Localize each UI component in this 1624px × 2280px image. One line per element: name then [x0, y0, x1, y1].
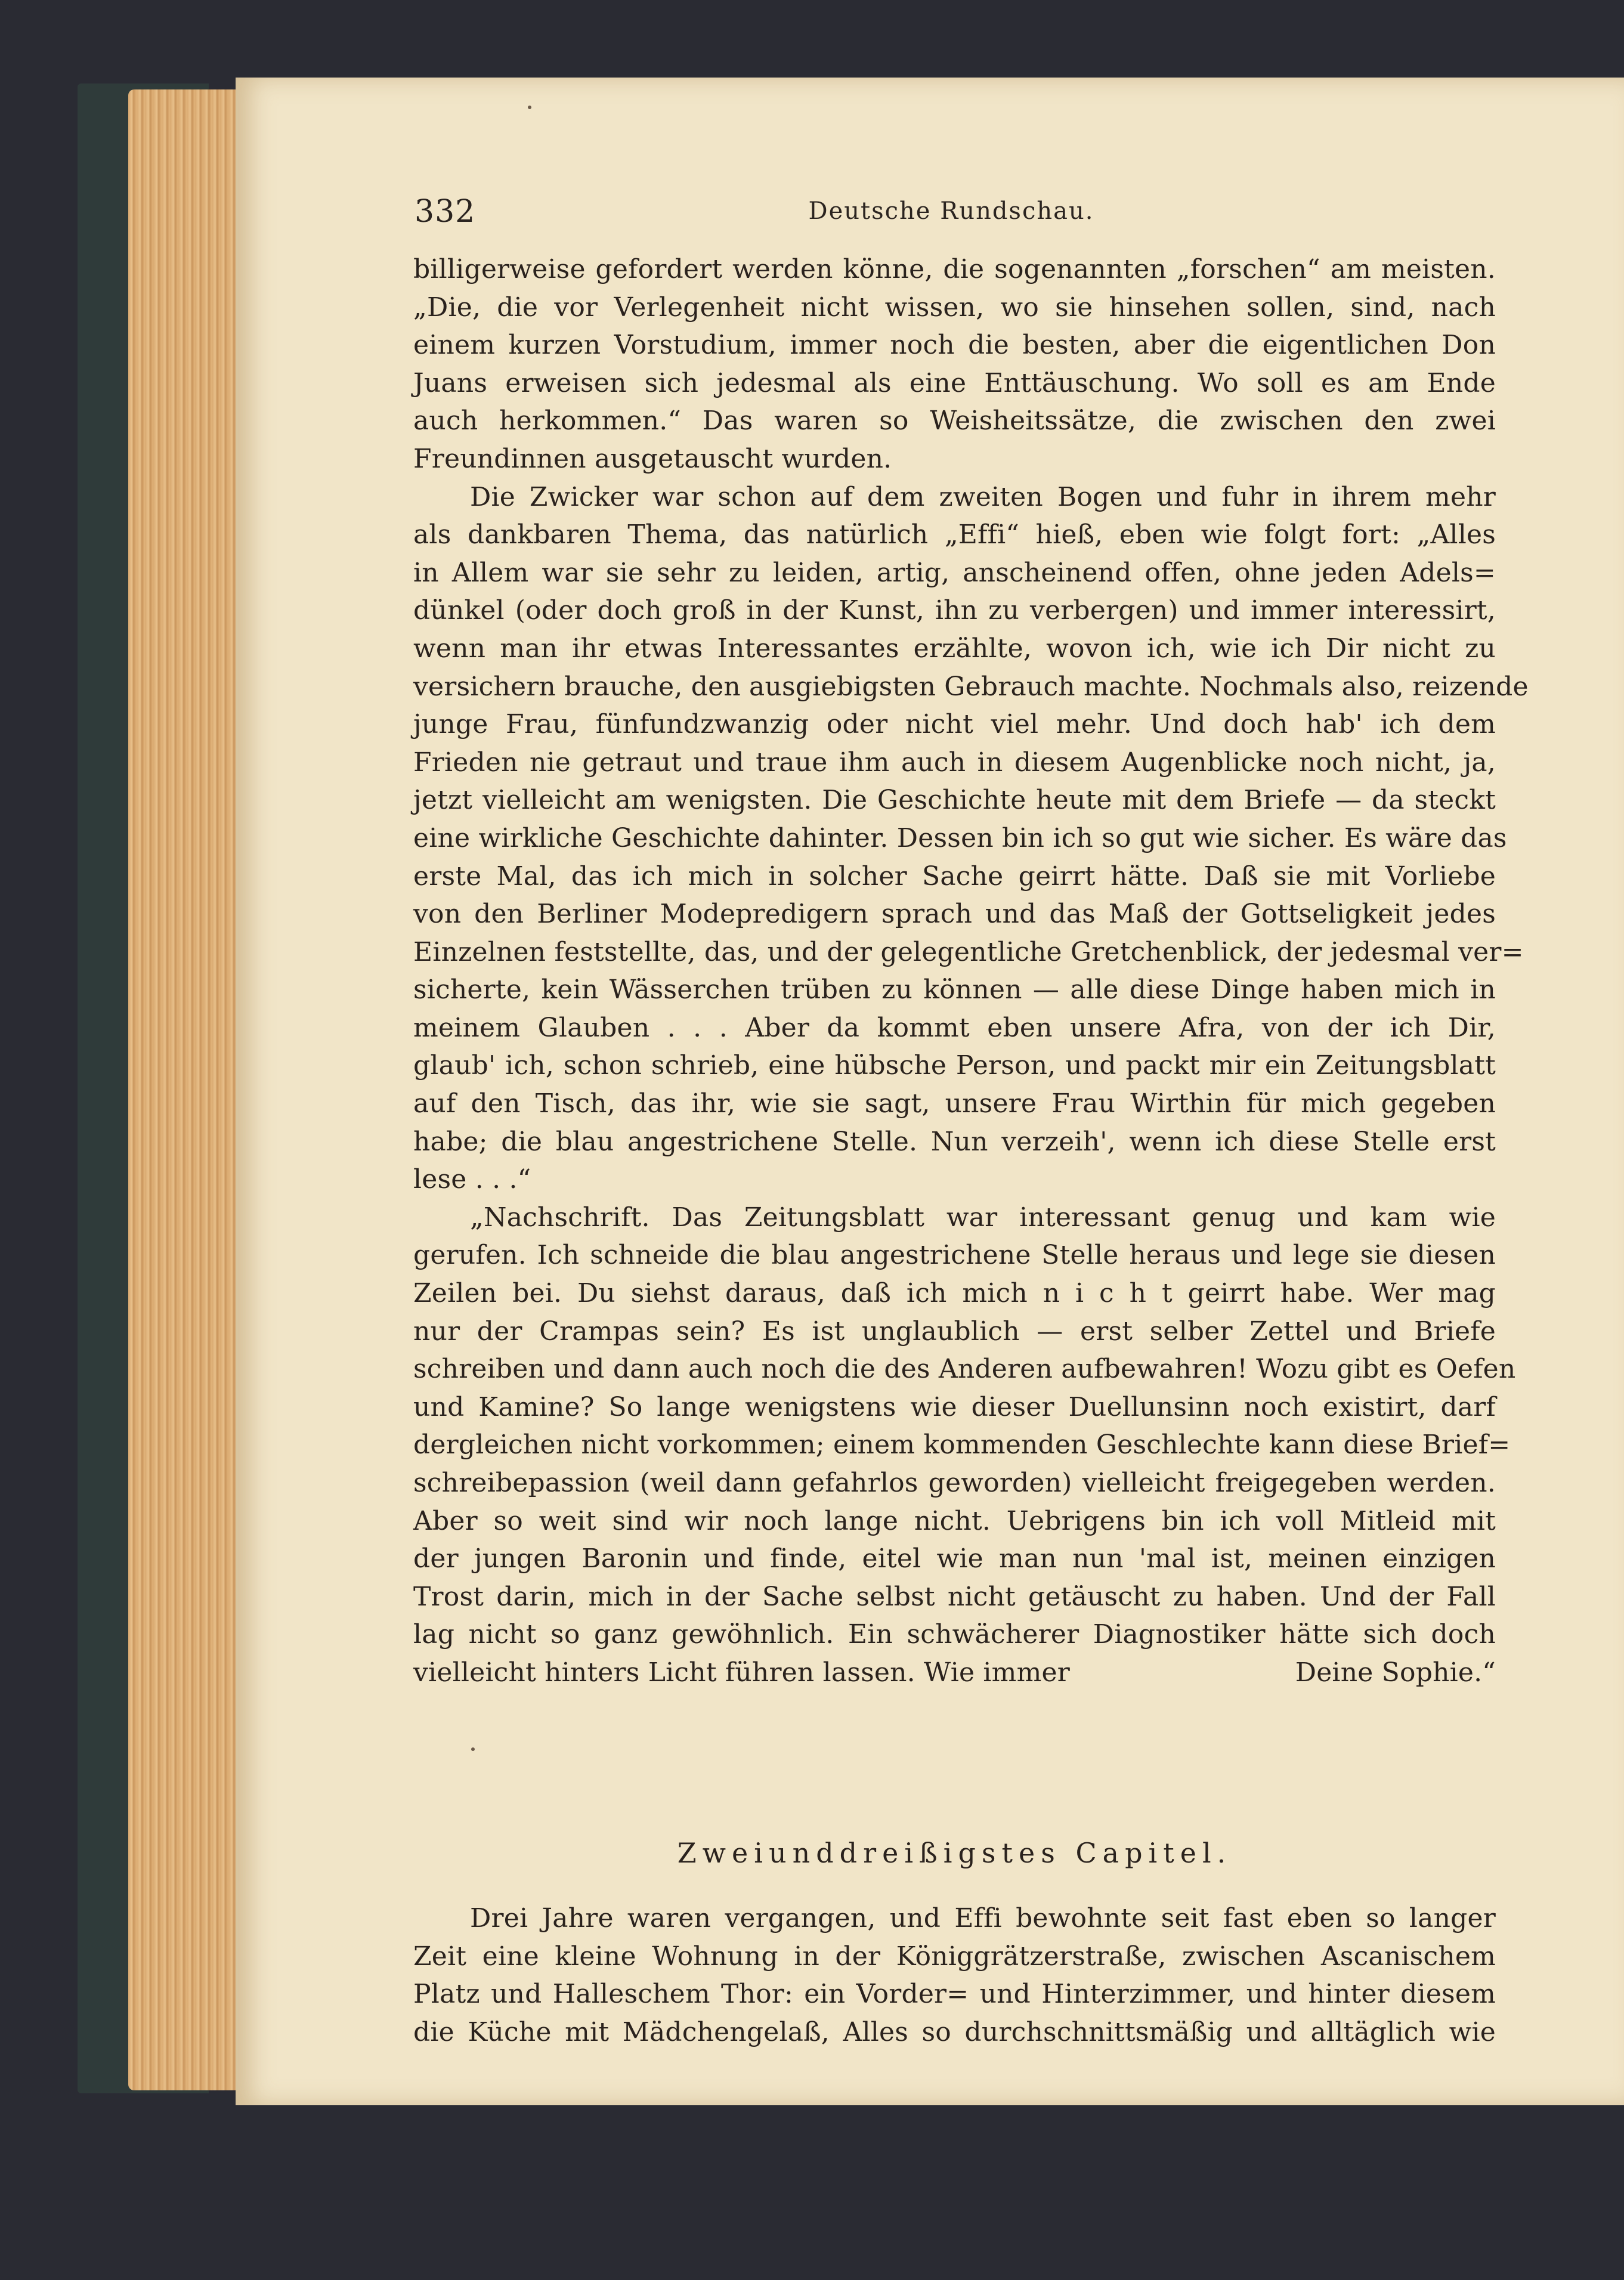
text-line: schreibepassion (weil dann gefahrlos geworden) vielleicht freigegeben werden.: [413, 1468, 1496, 1498]
text-line: der jungen Baronin und finde, eitel wie man nun 'mal ist, meinen einzigen: [413, 1543, 1496, 1574]
text-line: und Kamine? So lange wenigstens wie dieser Duellunsinn noch existirt, darf: [413, 1391, 1496, 1422]
text-line: meinem Glauben . . . Aber da kommt eben unsere Afra, von der ich Dir,: [413, 1012, 1496, 1043]
text-line: habe; die blau angestrichene Stelle. Nun verzeih', wenn ich diese Stelle erst: [413, 1126, 1496, 1157]
text-line: glaub' ich, schon schrieb, eine hübsche Person, und packt mir ein Zeitungsblatt: [413, 1050, 1496, 1081]
text-line: „Nachschrift. Das Zeitungsblatt war interessant genug und kam wie: [470, 1202, 1496, 1233]
text-line: gerufen. Ich schneide die blau angestrichene Stelle heraus und lege sie diesen: [413, 1240, 1496, 1271]
text-line: dergleichen nicht vorkommen; einem kommenden Geschlechte kann diese Brief=: [413, 1430, 1511, 1461]
text-line: Die Zwicker war schon auf dem zweiten Bogen und fuhr in ihrem mehr: [470, 481, 1496, 512]
text-line: schreiben und dann auch noch die des Anderen aufbewahren! Wozu gibt es Oefen: [413, 1354, 1516, 1385]
text-line: jetzt vielleicht am wenigsten. Die Geschichte heute mit dem Briefe — da steckt: [413, 785, 1496, 816]
ink-speck: [471, 1747, 475, 1751]
text-line: Zeilen bei. Du siehst daraus, daß ich mich n i c h t geirrt habe. Wer mag: [413, 1278, 1496, 1309]
text-line: Einzelnen feststellte, das, und der gelegentliche Gretchenblick, der jedesmal ver=: [413, 936, 1524, 967]
text-line: Juans erweisen sich jedesmal als eine Enttäuschung. Wo soll es am Ende: [413, 367, 1496, 398]
text-line: Trost darin, mich in der Sache selbst nicht getäuscht zu haben. Und der Fall: [413, 1581, 1496, 1612]
text-line: als dankbaren Thema, das natürlich „Effi“ hieß, eben wie folgt fort: „Alles: [413, 519, 1496, 550]
text-line: junge Frau, fünfundzwanzig oder nicht viel mehr. Und doch hab' ich dem: [413, 709, 1496, 740]
page-number: 332: [414, 194, 476, 230]
text-line: von den Berliner Modepredigern sprach und das Maß der Gottseligkeit jedes: [413, 899, 1496, 930]
text-line: wenn man ihr etwas Interessantes erzählte, wovon ich, wie ich Dir nicht zu: [413, 633, 1496, 664]
text-line: eine wirkliche Geschichte dahinter. Dessen bin ich so gut wie sicher. Es wäre das: [413, 822, 1507, 853]
text-line: dünkel (oder doch groß in der Kunst, ihn zu verbergen) und immer interessirt,: [413, 595, 1496, 626]
signature-line: [413, 1654, 1496, 1692]
text-line: Frieden nie getraut und traue ihm auch in diesem Augenblicke noch nicht, ja,: [413, 747, 1496, 778]
text-line: Drei Jahre waren vergangen, und Effi bewohnte seit fast eben so langer: [470, 1903, 1496, 1933]
running-head: Deutsche Rundschau.: [808, 197, 1094, 225]
text-line: auch herkommen.“ Das waren so Weisheitssätze, die zwischen den zwei: [413, 406, 1496, 437]
text-line: in Allem war sie sehr zu leiden, artig, anscheinend offen, ohne jeden Adels=: [413, 557, 1496, 588]
text-line: erste Mal, das ich mich in solcher Sache geirrt hätte. Daß sie mit Vorliebe: [413, 861, 1496, 892]
text-line: versichern brauche, den ausgiebigsten Gebrauch machte. Nochmals also, reizende: [413, 671, 1529, 702]
text-line: Freundinnen ausgetauscht wurden.: [413, 443, 892, 474]
book-page: [236, 78, 1624, 2105]
text-line: lag nicht so ganz gewöhnlich. Ein schwächerer Diagnostiker hätte sich doch: [413, 1619, 1496, 1650]
text-line: Aber so weit sind wir noch lange nicht. Uebrigens bin ich voll Mitleid mit: [413, 1505, 1496, 1536]
ink-speck: [528, 106, 531, 109]
signature: Deine Sophie.“: [1295, 1657, 1496, 1688]
text-line: Zeit eine kleine Wohnung in der Königgrätzerstraße, zwischen Ascanischem: [413, 1941, 1496, 1972]
text-line: sicherte, kein Wässerchen trüben zu können — alle diese Dinge haben mich in: [413, 975, 1496, 1006]
text-line: „Die, die vor Verlegenheit nicht wissen, wo sie hinsehen sollen, sind, nach: [413, 292, 1496, 323]
text-line: auf den Tisch, das ihr, wie sie sagt, unsere Frau Wirthin für mich gegeben: [413, 1088, 1496, 1119]
text-line: lese . . .“: [413, 1164, 531, 1195]
closing-text: vielleicht hinters Licht führen lassen. Wie immer: [413, 1657, 1070, 1688]
text-line: die Küche mit Mädchengelaß, Alles so durchschnittsmäßig und alltäglich wie: [413, 2016, 1496, 2047]
chapter-text: [413, 1900, 1496, 2051]
text-line: nur der Crampas sein? Es ist unglaublich — erst selber Zettel und Briefe: [413, 1316, 1496, 1347]
chapter-title: Zweiunddreißigstes Capitel.: [677, 1837, 1232, 1869]
text-line: Platz und Halleschem Thor: ein Vorder= und Hinterzimmer, und hinter diesem: [413, 1979, 1496, 2010]
page-edges: [128, 89, 253, 2090]
text-line: einem kurzen Vorstudium, immer noch die besten, aber die eigentlichen Don: [413, 330, 1496, 361]
page-header: [414, 194, 1488, 242]
text-line: billigerweise gefordert werden könne, die sogenannten „forschen“ am meisten.: [413, 254, 1496, 284]
body-text: [413, 250, 1529, 1692]
